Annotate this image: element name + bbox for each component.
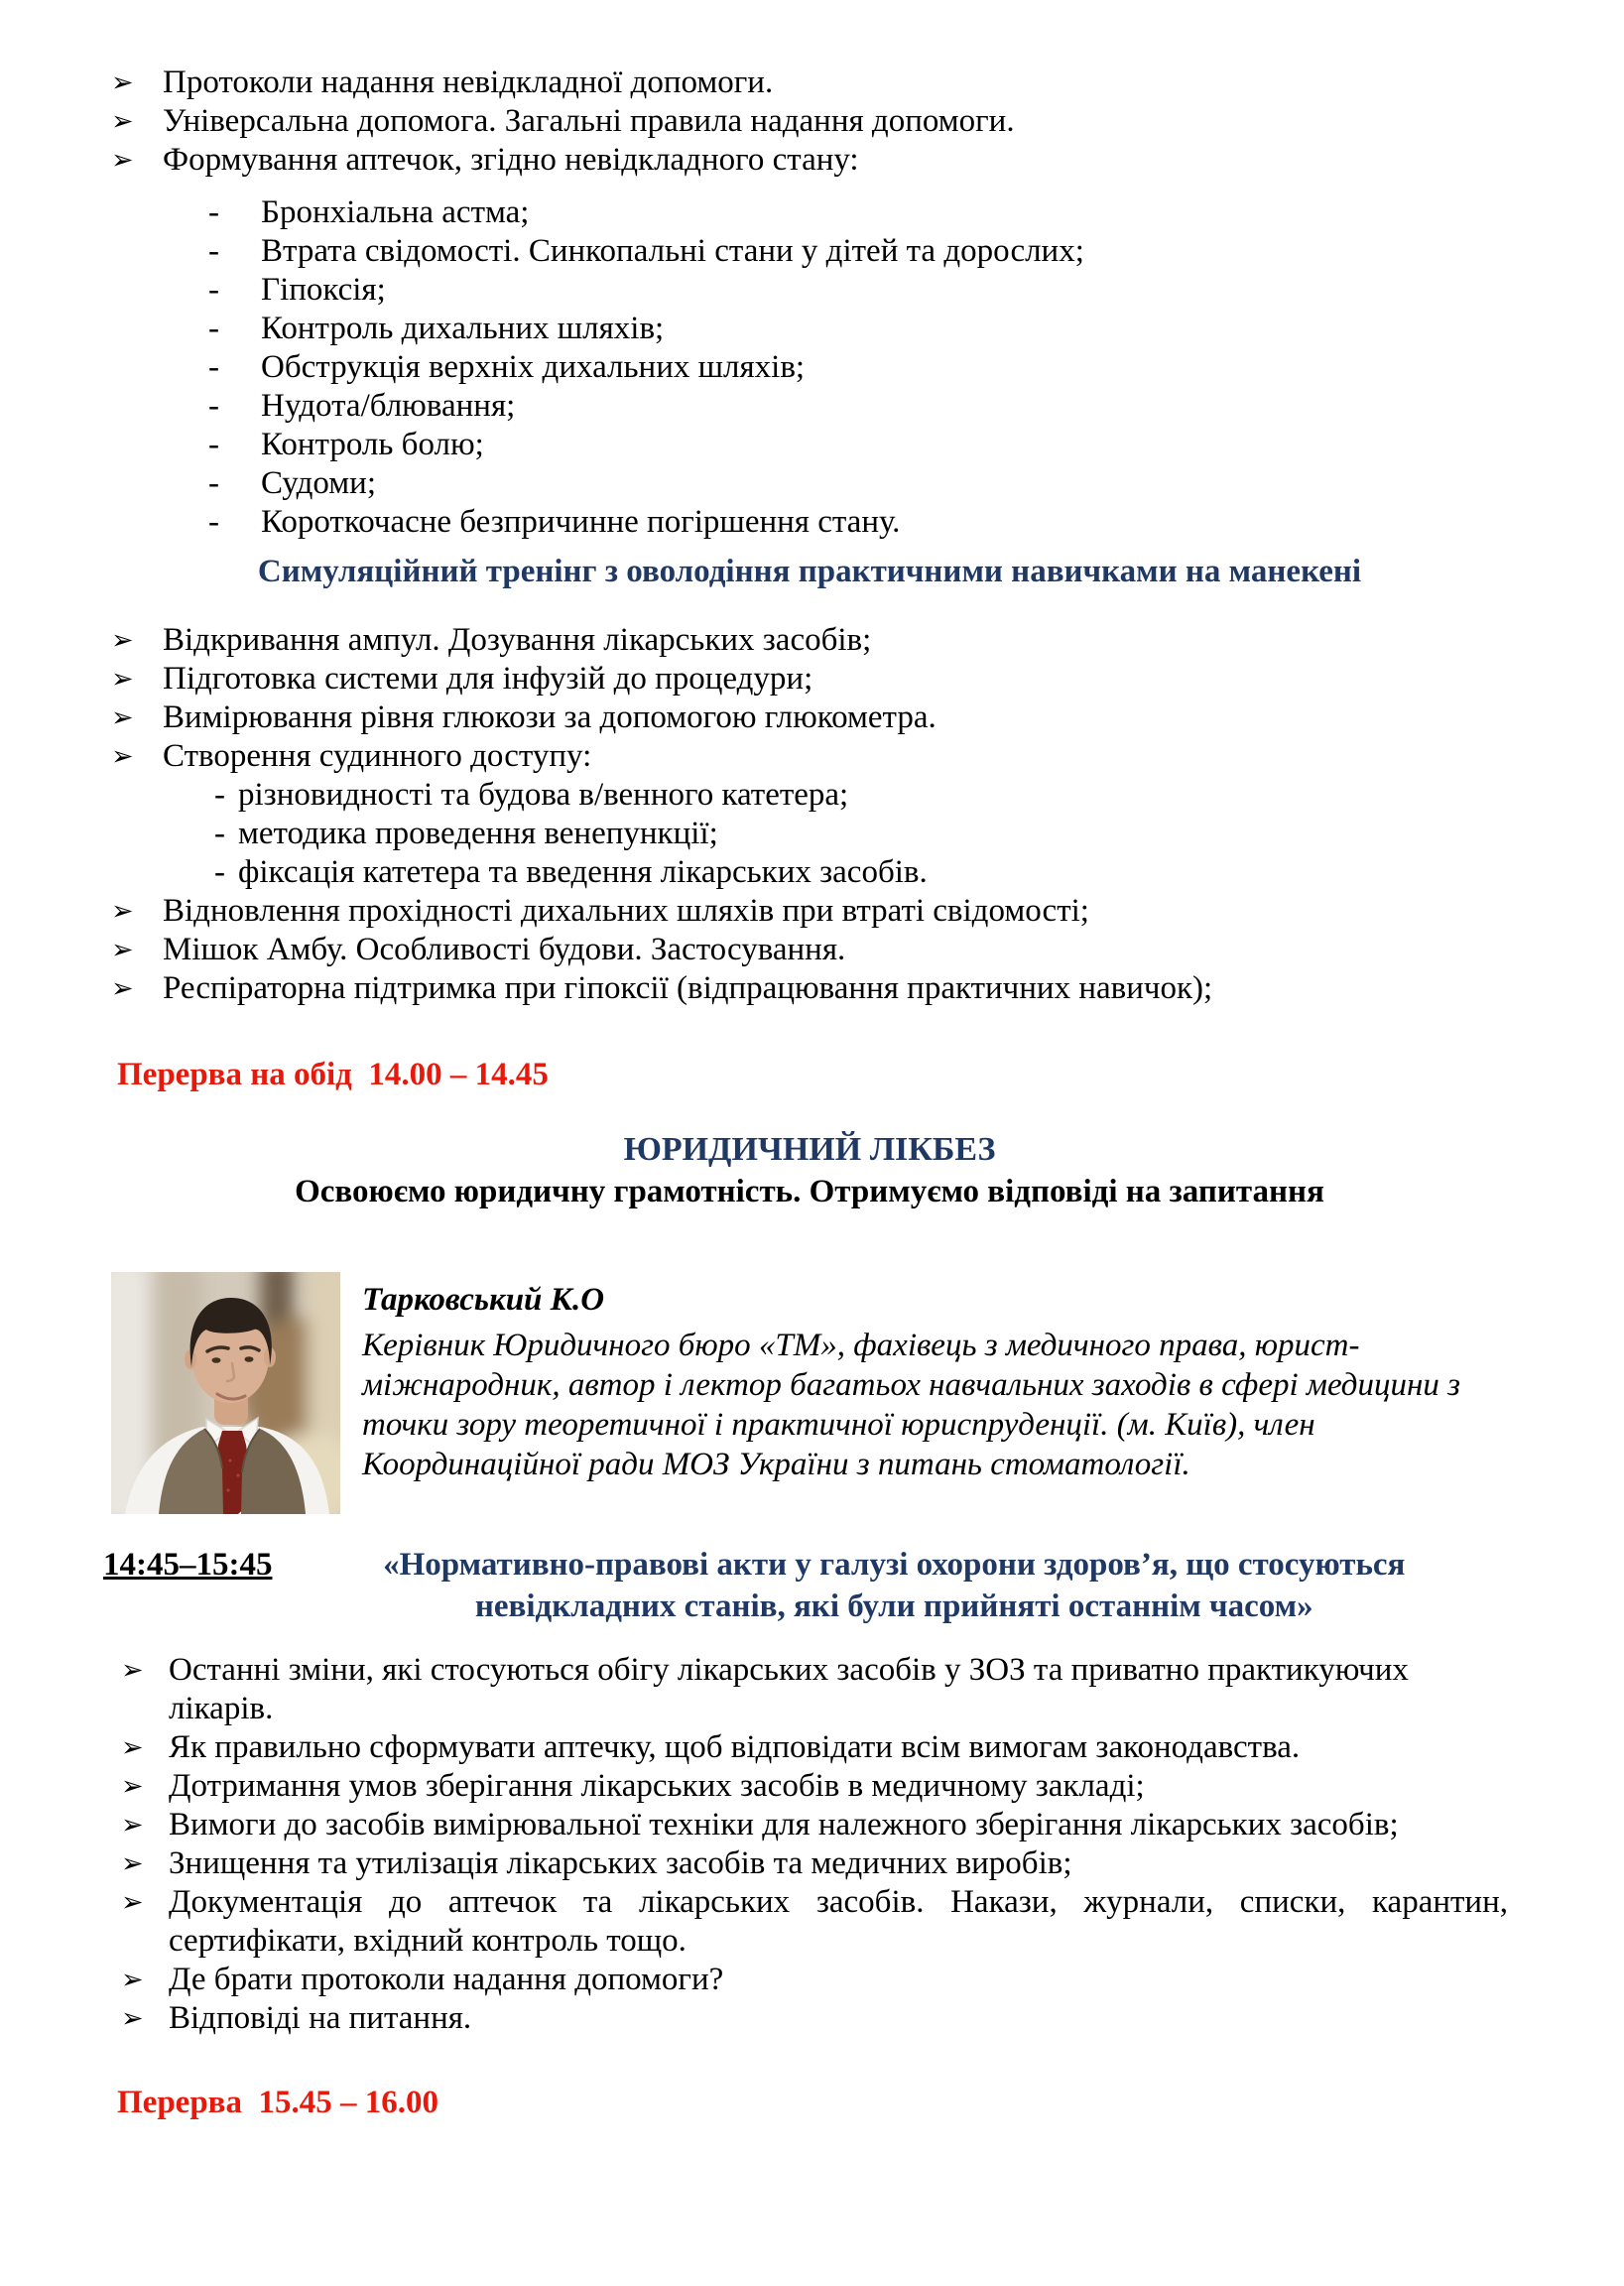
emergency-protocols-list	[0, 64, 1624, 180]
list-item-text: Останні зміни, які стосуються обігу лікарських засобів у ЗОЗ та приватно практикуючих лікарів.	[169, 1652, 1409, 1726]
dash-bullet-icon: -	[208, 311, 219, 346]
arrow-bullet-icon: ➢	[111, 973, 134, 1003]
lunch-break-label: Перерва на обід 14.00 – 14.45	[117, 1057, 549, 1092]
speaker-bio	[362, 1272, 1518, 1514]
arrow-bullet-icon: ➢	[121, 2003, 144, 2033]
arrow-bullet-icon: ➢	[111, 106, 134, 136]
list-item	[111, 660, 1508, 698]
dash-bullet-icon: -	[208, 427, 219, 462]
legal-section-subtitle: Освоюємо юридичну грамотність. Отримуємо відповіді на запитання	[295, 1174, 1324, 1209]
list-item	[111, 737, 1508, 776]
list-item	[208, 310, 1508, 348]
list-item	[208, 464, 1508, 503]
list-item-text: методика проведення венепункції;	[238, 816, 718, 851]
arrow-bullet-icon: ➢	[121, 1732, 144, 1762]
legal-topics-list	[0, 1651, 1624, 2038]
list-item-text: Втрата свідомості. Синкопальні стани у дітей та дорослих;	[261, 233, 1084, 269]
arrow-bullet-icon: ➢	[121, 1965, 144, 1994]
list-item	[208, 271, 1508, 310]
list-item	[121, 1883, 1508, 1961]
list-item	[121, 1844, 1508, 1883]
speaker-photo	[111, 1272, 340, 1514]
dash-bullet-icon: -	[214, 854, 225, 890]
list-item	[208, 232, 1508, 271]
list-item	[111, 64, 1508, 102]
dash-bullet-icon: -	[208, 388, 219, 424]
list-item-text: Судоми;	[261, 465, 376, 501]
list-item-text: Відкривання ампул. Дозування лікарських засобів;	[163, 622, 872, 658]
dash-bullet-icon: -	[208, 272, 219, 308]
arrow-bullet-icon: ➢	[121, 1848, 144, 1878]
simulation-skills-list-continued	[0, 892, 1624, 1008]
arrow-bullet-icon: ➢	[111, 896, 134, 926]
session-title-line2: невідкладних станів, які були прийняті останнім часом»	[474, 1588, 1313, 1624]
list-item	[121, 1961, 1508, 1999]
dash-bullet-icon: -	[208, 465, 219, 501]
list-item-text: Мішок Амбу. Особливості будови. Застосування.	[163, 932, 846, 967]
list-item-text: Де брати протоколи надання допомоги?	[169, 1962, 724, 1997]
list-item-text: Підготовка системи для інфузій до процедури;	[163, 661, 813, 697]
list-item-text: Респіраторна підтримка при гіпоксії (відпрацювання практичних навичок);	[163, 970, 1213, 1006]
list-item-text: Створення судинного доступу:	[163, 738, 592, 774]
list-item	[111, 698, 1508, 737]
list-item	[111, 621, 1508, 660]
list-item	[111, 141, 1508, 180]
dash-bullet-icon: -	[214, 777, 225, 813]
list-item-text: Протоколи надання невідкладної допомоги.	[163, 64, 774, 100]
list-item	[208, 387, 1508, 426]
list-item-text: Формування аптечок, згідно невідкладного стану:	[163, 142, 859, 178]
arrow-bullet-icon: ➢	[111, 67, 134, 97]
simulation-skills-list	[0, 621, 1624, 776]
list-item-text: Контроль дихальних шляхів;	[261, 311, 665, 346]
list-item	[121, 1806, 1508, 1844]
list-item-text: Відновлення прохідності дихальних шляхів при втраті свідомості;	[163, 893, 1089, 929]
list-item	[214, 776, 1508, 815]
session-title	[280, 1544, 1508, 1627]
list-item	[111, 969, 1508, 1008]
list-item	[121, 1767, 1508, 1806]
list-item-text: Знищення та утилізація лікарських засобів та медичних виробів;	[169, 1845, 1072, 1881]
session-time: 14:45–15:45	[103, 1547, 273, 1583]
list-item-text: Нудота/блювання;	[261, 388, 516, 424]
list-item-text: Як правильно сформувати аптечку, щоб відповідати всім вимогам законодавства.	[169, 1729, 1301, 1765]
speaker-bio-text: Керівник Юридичного бюро «ТМ», фахівець з медичного права, юрист-міжнародник, автор і лектор багатьох навчальних заходів в сфері медицини з точки зору теоретичної і практичної юриспруденції. (м. Київ), член Координаційної ради МОЗ України з питань стоматології.	[362, 1328, 1460, 1482]
list-item	[121, 1728, 1508, 1767]
list-item-text: Бронхіальна астма;	[261, 194, 530, 230]
dash-bullet-icon: -	[208, 504, 219, 540]
dash-bullet-icon: -	[214, 816, 225, 851]
list-item-text: Гіпоксія;	[261, 272, 386, 308]
list-item	[121, 1999, 1508, 2038]
list-item-text: Документація до аптечок та лікарських засобів. Накази, журнали, списки, карантин, сертифікати, вхідний контроль тощо.	[169, 1884, 1508, 1959]
arrow-bullet-icon: ➢	[121, 1887, 144, 1917]
arrow-bullet-icon: ➢	[121, 1810, 144, 1840]
arrow-bullet-icon: ➢	[121, 1655, 144, 1685]
list-item	[208, 193, 1508, 232]
list-item	[208, 426, 1508, 464]
list-item-text: Вимірювання рівня глюкози за допомогою глюкометра.	[163, 699, 937, 735]
list-item-text: різновидності та будова в/венного катетера;	[238, 777, 849, 813]
list-item-text: Контроль болю;	[261, 427, 484, 462]
list-item	[208, 348, 1508, 387]
list-item	[214, 815, 1508, 853]
arrow-bullet-icon: ➢	[111, 741, 134, 771]
speaker-block	[111, 1272, 1518, 1514]
list-item	[111, 102, 1508, 141]
arrow-bullet-icon: ➢	[111, 664, 134, 694]
dash-bullet-icon: -	[208, 349, 219, 385]
list-item-text: Відповіді на питання.	[169, 2000, 472, 2036]
list-item-text: фіксація катетера та введення лікарських засобів.	[238, 854, 928, 890]
list-item	[208, 503, 1508, 542]
first-aid-kit-sublist	[0, 193, 1624, 542]
list-item	[111, 931, 1508, 969]
arrow-bullet-icon: ➢	[111, 625, 134, 655]
list-item	[214, 853, 1508, 892]
simulation-training-heading: Симуляційний тренінг з оволодіння практичними навичками на манекені	[257, 554, 1362, 589]
afternoon-break-label: Перерва 15.45 – 16.00	[117, 2085, 438, 2120]
list-item-text: Короткочасне безпричинне погіршення стану.	[261, 504, 901, 540]
list-item-text: Вимоги до засобів вимірювальної техніки для належного зберігання лікарських засобів;	[169, 1807, 1399, 1842]
speaker-name: Тарковський К.О	[362, 1282, 605, 1318]
list-item-text: Дотримання умов зберігання лікарських засобів в медичному закладі;	[169, 1768, 1145, 1804]
arrow-bullet-icon: ➢	[111, 145, 134, 175]
list-item	[111, 892, 1508, 931]
arrow-bullet-icon: ➢	[121, 1771, 144, 1801]
arrow-bullet-icon: ➢	[111, 702, 134, 732]
dash-bullet-icon: -	[208, 194, 219, 230]
session-row	[103, 1544, 1508, 1627]
dash-bullet-icon: -	[208, 233, 219, 269]
vascular-access-sublist	[0, 776, 1624, 892]
session-title-line1: «Нормативно-правові акти у галузі охорони здоров’я, що стосуються	[383, 1547, 1406, 1583]
arrow-bullet-icon: ➢	[111, 935, 134, 964]
list-item	[121, 1651, 1508, 1728]
list-item-text: Універсальна допомога. Загальні правила надання допомоги.	[163, 103, 1015, 139]
legal-section-title: ЮРИДИЧНИЙ ЛІКБЕЗ	[623, 1131, 996, 1168]
list-item-text: Обструкція верхніх дихальних шляхів;	[261, 349, 806, 385]
